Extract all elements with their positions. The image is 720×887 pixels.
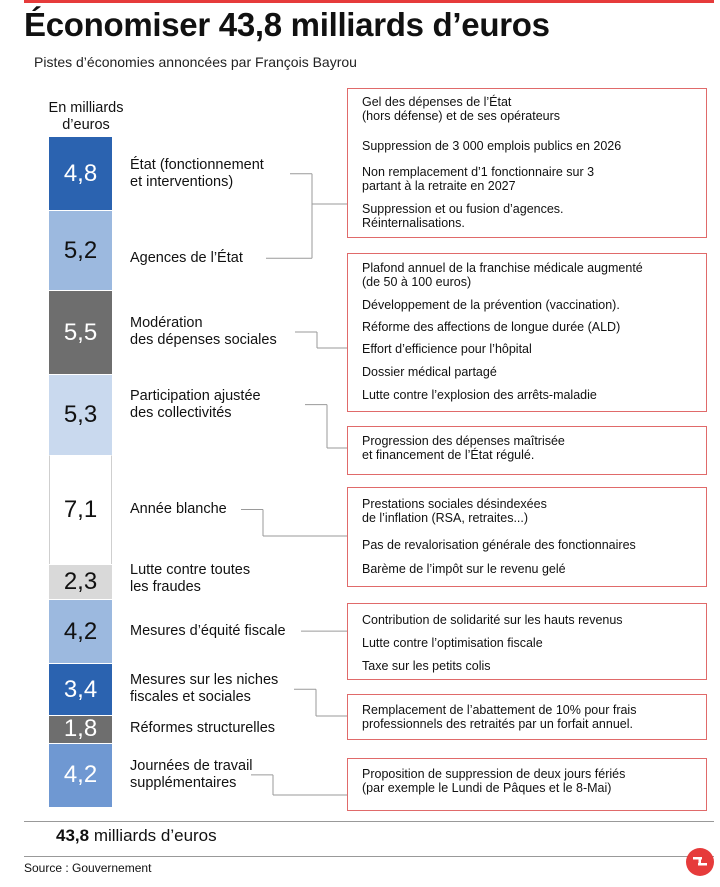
- footer-divider: [24, 856, 714, 857]
- bar-value-label: 5,3: [63, 401, 98, 429]
- category-label: État (fonctionnement et interventions): [130, 156, 264, 190]
- total-label: [56, 826, 217, 846]
- detail-item: Remplacement de l’abattement de 10% pour frais professionnels des retraités par un forfait annuel.: [362, 703, 637, 731]
- category-label: Mesures sur les niches fiscales et sociales: [130, 672, 279, 706]
- bar-value-label: 3,4: [63, 675, 98, 703]
- bar-value-label: 4,2: [63, 761, 98, 789]
- detail-item: Effort d’efficience pour l’hôpital: [362, 342, 532, 356]
- detail-box: [347, 253, 707, 412]
- detail-item: Suppression et ou fusion d’agences. Réinternalisations.: [362, 202, 564, 230]
- bar-value-label: 4,8: [63, 159, 98, 187]
- detail-box: [347, 426, 707, 475]
- category-label: Journées de travail supplémentaires: [130, 757, 253, 791]
- detail-item: Plafond annuel de la franchise médicale augmenté (de 50 à 100 euros): [362, 261, 643, 289]
- detail-box: [347, 88, 707, 238]
- source-credit: Source : Gouvernement: [24, 861, 152, 875]
- bar-value-label: 4,2: [63, 617, 98, 645]
- category-label: Lutte contre toutes les fraudes: [130, 562, 251, 596]
- detail-item: Lutte contre l’optimisation fiscale: [362, 636, 543, 650]
- total-divider: [24, 821, 714, 822]
- detail-item: Gel des dépenses de l’État (hors défense) et de ses opérateurs: [362, 95, 561, 123]
- bar-value-label: 5,5: [63, 318, 98, 346]
- total-suffix: milliards d’euros: [89, 826, 217, 845]
- category-label: Participation ajustée des collectivités: [130, 387, 261, 421]
- bar-value-label: 2,3: [63, 567, 98, 595]
- detail-box: [347, 487, 707, 587]
- detail-item: Barème de l’impôt sur le revenu gelé: [362, 562, 566, 576]
- bar-value-label: 7,1: [63, 495, 98, 523]
- detail-item: Contribution de solidarité sur les hauts revenus: [362, 613, 623, 627]
- detail-item: Prestations sociales désindexées de l’inflation (RSA, retraites...): [362, 497, 547, 525]
- detail-item: Progression des dépenses maîtrisée et financement de l’État régulé.: [362, 434, 565, 462]
- detail-item: Développement de la prévention (vaccination).: [362, 298, 620, 312]
- detail-item: Suppression de 3 000 emplois publics en 2026: [362, 139, 622, 153]
- detail-item: Non remplacement d’1 fonctionnaire sur 3 partant à la retraite en 2027: [362, 165, 595, 193]
- detail-box: [347, 694, 707, 740]
- category-label: Réformes structurelles: [130, 720, 276, 737]
- detail-item: Dossier médical partagé: [362, 365, 497, 379]
- page-subtitle: Pistes d’économies annoncées par François Bayrou: [34, 54, 357, 70]
- detail-item: Pas de revalorisation générale des fonctionnaires: [362, 538, 636, 552]
- bar-value-label: 1,8: [63, 715, 98, 743]
- category-label: Année blanche: [130, 500, 227, 517]
- detail-box: [347, 758, 707, 811]
- detail-box: [347, 603, 707, 680]
- page-title: Économiser 43,8 milliards d’euros: [24, 6, 550, 43]
- unit-label: En milliards d’euros: [48, 100, 124, 133]
- detail-item: Lutte contre l’explosion des arrêts-maladie: [362, 388, 597, 402]
- bar-value-label: 5,2: [63, 236, 98, 264]
- publisher-logo-icon: [686, 848, 714, 876]
- detail-item: Proposition de suppression de deux jours fériés (par exemple le Lundi de Pâques et le 8-Mai): [362, 767, 626, 795]
- detail-item: Réforme des affections de longue durée (ALD): [362, 320, 621, 334]
- total-value: 43,8: [56, 826, 90, 845]
- detail-item: Taxe sur les petits colis: [362, 659, 491, 673]
- category-label: Mesures d’équité fiscale: [130, 622, 286, 639]
- category-label: Agences de l’État: [130, 249, 243, 266]
- category-label: Modération des dépenses sociales: [130, 315, 277, 349]
